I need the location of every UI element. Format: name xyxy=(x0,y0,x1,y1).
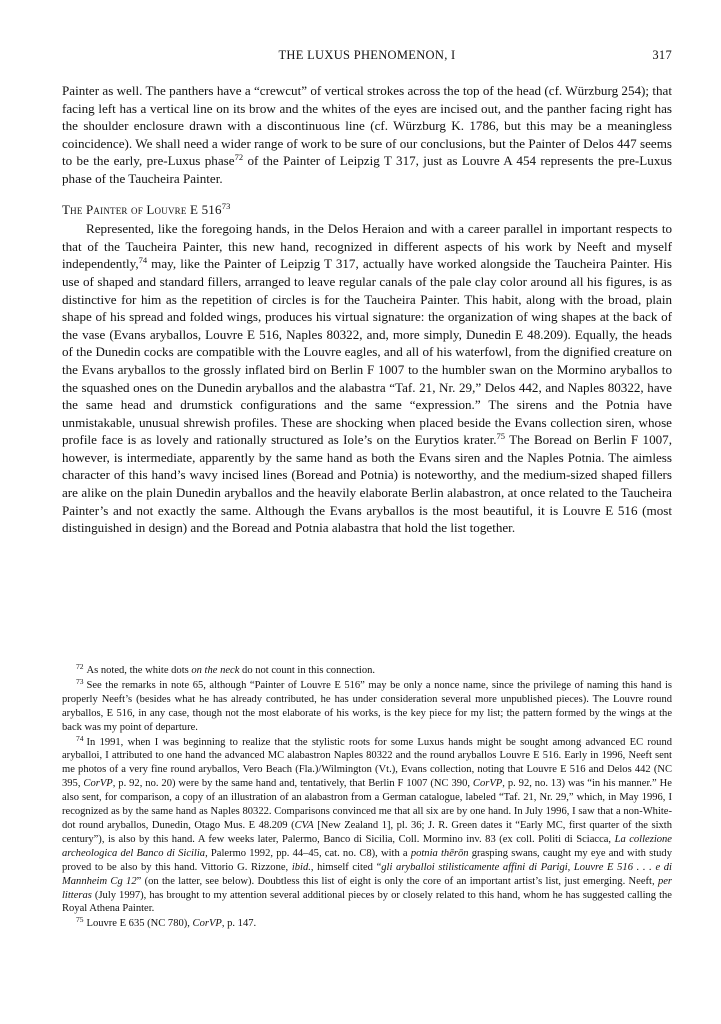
footnote-74 xyxy=(62,733,672,917)
footnote-italic: per litteras xyxy=(62,875,672,901)
footnote-ref-72[interactable]: 72 xyxy=(234,152,244,163)
footnote-italic: CorVP xyxy=(472,778,503,790)
footnote-italic: ibid. xyxy=(291,861,311,873)
main-text-3: The Boread on Berlin F 1007, however, is intermediate, apparently by the same hand as both the Evans siren and the Naples Potnia. The aimless character of this hand’s wavy incised lines (Boread and Potnia) is noteworthy, and the medium-sized shaped fillers are alike on the plain Dunedin aryballos and the heavily elaborate Berlin alabastron, at once related to the Taucheira Painter’s and not exactly the same. Although the Evans aryballos is the most beautiful, it is Louvre E 516 (most distinguished in design) and the Boread and Potnia alabastra that hold the list together. xyxy=(62,432,672,536)
footnote-text: See the remarks in note 65, although “Painter of Louvre E 516” may be only a nonce name, since the privilege of naming this hand is properly Neeft’s (besides what he has already contributed, he has under consideration several more unpublished pieces). The Louvre round aryballos, E 516, in any case, though not the most elaborate of his works, is the key piece for my list; the pattern formed by the wings at the back was my point of departure. xyxy=(62,679,672,733)
footnote-ref-75[interactable]: 75 xyxy=(496,431,505,442)
intro-paragraph xyxy=(62,82,672,188)
main-text-1: Represented, like the foregoing hands, in the Delos Heraion and with a career parallel in important respects to that of the Taucheira Painter, this new hand, recognized in different aspects of his work by Neeft and myself independently, xyxy=(62,221,672,272)
footnote-text: Louvre E 635 (NC 780), xyxy=(86,918,193,930)
footnote-text: As noted, the white dots xyxy=(86,665,192,676)
footnote-75 xyxy=(62,917,672,931)
footnote-text: , p. 147. xyxy=(221,918,257,930)
footnotes xyxy=(62,664,672,932)
footnote-text: , himself cited “ xyxy=(310,861,382,873)
footnote-text: (July 1997), has brought to my attention several additional pieces by or closely related to this hand, whom he has suggested calling the Royal Athena Painter. xyxy=(62,889,672,915)
running-header xyxy=(62,48,672,68)
footnote-73 xyxy=(62,676,672,735)
footnote-ref-74[interactable]: 74 xyxy=(138,255,148,266)
footnote-italic: La collezione archeologica del Banco di Sicilia xyxy=(62,833,672,859)
intro-text-2: of the Painter of Leipzig T 317, just as Louvre A 454 represents the pre-Luxus phase of the Taucheira Painter. xyxy=(62,153,673,186)
footnote-text: , Palermo 1992, pp. 44–45, cat. no. C8), with a xyxy=(205,847,411,859)
footnote-italic: potnia thērōn xyxy=(410,847,469,859)
footnote-text: In 1991, when I was beginning to realize that the stylistic roots for some Luxus hands might be sought among advanced EC round aryballoi, I attributed to one hand the advanced MC alabastron Naples 80322 and the round aryballos Louvre E 516. Early in 1996, Neeft sent me photos of a very fine round aryballos, Vero Beach (Fla.)/Wilmington (Vt.), Evans collection, noting that Louvre E 516 and Delos 442 (NC 395, xyxy=(62,736,672,790)
footnote-text: do not count in this connection. xyxy=(239,665,376,676)
footnote-italic: CorVP xyxy=(192,918,222,930)
body-text xyxy=(62,82,672,537)
page-number: 317 xyxy=(652,48,672,62)
footnote-text: , p. 92, no. 13) was “in his manner.” He also sent, for comparison, a copy of an illustration of an alabastron from a German catalogue, labeled “Taf. 21, Nr. 29,” which, in May 1996, I recognized as by the same hand as Naples 80322. Comparisons convinced me that all six are by one hand. In July 1996, I saw that a non-White-dot round aryballos, Dunedin, Otago Mus. E 48.209 ( xyxy=(62,778,672,831)
footnote-72 xyxy=(62,664,672,678)
footnote-italic: on the neck xyxy=(191,665,240,676)
footnote-text: ” (on the latter, see below). Doubtless this list of eight is only the core of an important artist’s list, just emerging. Neeft, xyxy=(136,875,658,887)
section-heading xyxy=(62,201,672,219)
footnote-text: grasping swans, caught my eye and with study proved to be also by this hand. Vittorio G. Rizzone, xyxy=(62,847,672,873)
running-title: THE LUXUS PHENOMENON, I xyxy=(278,48,456,62)
page xyxy=(62,48,672,537)
section-heading-text: The Painter of Louvre E 516 xyxy=(62,201,222,217)
main-paragraph xyxy=(62,220,672,537)
main-text-2: may, like the Painter of Leipzig T 317, actually have worked alongside the Taucheira Painter. His use of shaped and standard fillers, arranged to leave regular canals of the pale clay color around all his figures, is as distinctive for him as the repetition of circles is for the Taucheira Painter. This habit, along with the broad, plain shape of his spread and folded wings, produces his virtual signature: the organization of wing shapes at the back of the vase (Evans aryballos, Louvre E 516, Naples 80322, and, more simply, Dunedin E 48.209). Equally, the heads of the Dunedin cocks are compatible with the Louvre eagles, and all of his waterfowl, from the dignified creature on the Evans aryballos to the grossly inflated bird on Berlin F 1007 to the humbler swan on the Mormino aryballos to the squashed ones on the Dunedin aryballos and the alabastra “Taf. 21, Nr. 29,” Delos 442, and Naples 80322, have the same head and drumstick configurations and the same “expression.” The sirens and the Potnia have unmistakable, unusual shrewish profiles. These are shocking when placed beside the Evans collection siren, whose profile face is as lovely and rationally structured as Iole’s on the Eurytios krater. xyxy=(62,256,672,448)
footnote-number: 72 xyxy=(76,662,84,671)
footnote-number: 75 xyxy=(76,915,84,925)
footnote-ref-73[interactable]: 73 xyxy=(221,200,231,211)
footnote-number: 74 xyxy=(76,733,84,743)
intro-text-1: Painter as well. The panthers have a “crewcut” of vertical strokes across the top of the head (cf. Würzburg 254); that facing left has a vertical line on its brow and the whites of the eyes are incised out, and the panther facing right has the shoulder enclosure drawn with a discontinuous line (cf. Würzburg K. 1786, but this may be a meaningless coincidence). We shall need a wider range of work to be sure of our conclusions, but the Painter of Delos 447 seems to be the early, pre-Luxus phase xyxy=(62,83,672,169)
footnote-italic: gli aryballoi stilisticamente affini di Parigi, Louvre E 516 . . . e di Mannheim Cg 12 xyxy=(62,861,672,887)
footnote-text: [New Zealand 1], pl. 36; J. R. Green dates it “Early MC, first quarter of the sixth century”), is also by this hand. A few weeks later, Palermo, Banco di Sicilia, Coll. Mormino inv. 83 (ex coll. Politi di Sciacca, xyxy=(62,819,672,845)
footnote-text: , p. 92, no. 20) were by the same hand and, tentatively, that Berlin F 1007 (NC 390, xyxy=(112,778,473,790)
footnote-italic: CorVP xyxy=(83,778,113,790)
footnote-italic: CVA xyxy=(294,819,314,831)
footnote-number: 73 xyxy=(76,676,84,686)
